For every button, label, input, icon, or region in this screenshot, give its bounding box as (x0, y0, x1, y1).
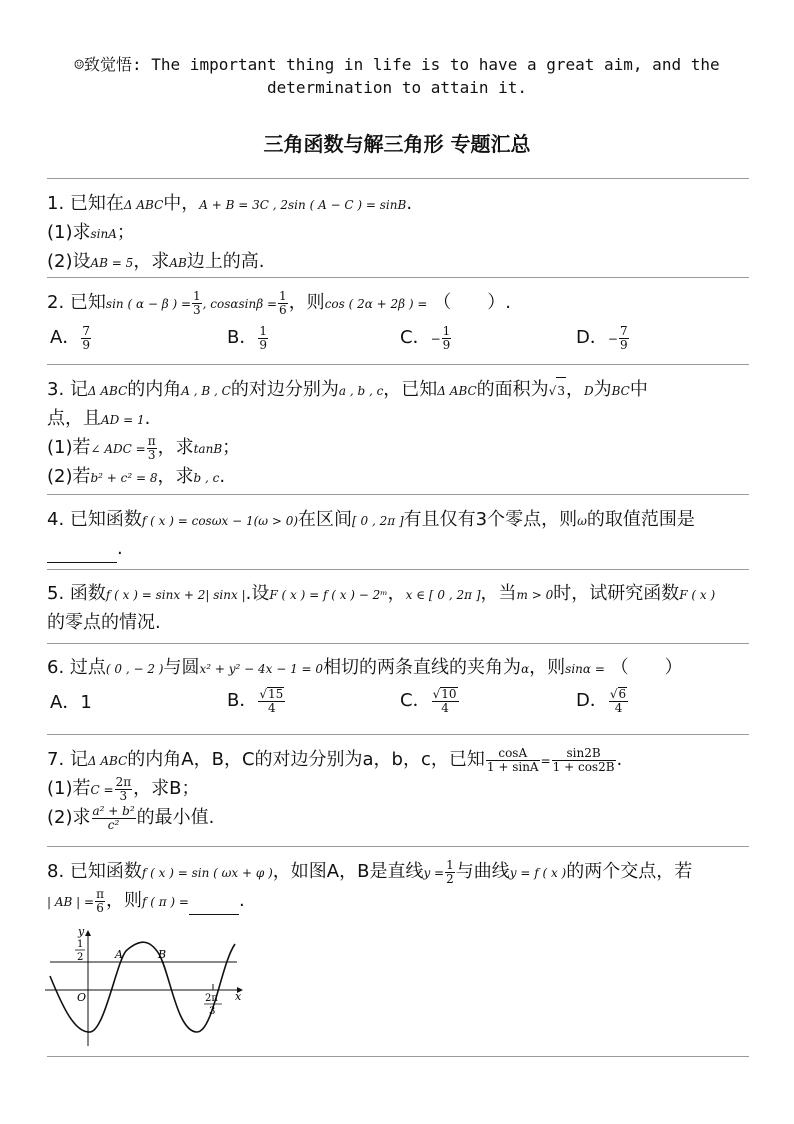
q6-option-c: C． $\frac{√10}{4}$ (400, 687, 457, 715)
motto (40, 53, 754, 99)
sine-graph (45, 928, 245, 1048)
divider (47, 846, 749, 847)
q5-line-2: 的零点的情况. (47, 612, 161, 633)
q4-line-2: . (47, 535, 755, 563)
q6-option-a: A．1 (50, 692, 92, 713)
q2-option-d: D．− $\frac{7}{9}$ (576, 323, 628, 352)
q2-option-b: B． $\frac{1}{9}$ (227, 323, 267, 352)
question-4 (47, 506, 755, 563)
q7-line-3: (2)求 $\frac{\text{a² + b²}}{\text{c²}}$ 的最小值. (47, 803, 215, 832)
question-3 (47, 376, 755, 492)
ytick-den: 2 (77, 952, 84, 963)
divider (47, 643, 749, 644)
q8-line-1: 8. 已知函数f ( x ) = sin ( ωx + φ )，如图A，B是直线y = $\frac{1}{2}$ 与曲线y = f ( x )的两个交点，若 (47, 857, 693, 886)
question-7 (47, 746, 755, 832)
divider (47, 1056, 749, 1057)
question-5 (47, 580, 755, 636)
q1-line-1: 1. 已知在Δ ABC中，A + B = 3C , 2sin ( A − C ) = sinB. (47, 193, 413, 214)
divider (47, 364, 749, 365)
motto-line-1: ☺致觉悟: The important thing in life is to have a great aim, and the (74, 55, 720, 74)
question-8 (47, 858, 755, 916)
q5-line-1: 5. 函数f ( x ) = sinx + 2| sinx |.设F ( x ) = f ( x ) − 2ᵐ，x ∈ [ 0 , 2π ]，当m > 0时，试研究函数F ( x ) (47, 583, 716, 604)
question-6: 6. 过点( 0 , − 2 )与圆x² + y² − 4x − 1 = 0相切的两条直线的夹角为α，则sinα = （ ） (47, 657, 683, 678)
point-a-label: A (115, 948, 123, 961)
divider (47, 277, 749, 278)
q1-line-2: (1)求sinA； (47, 222, 135, 243)
q2-option-c: C．− $\frac{1}{9}$ (400, 323, 451, 352)
divider (47, 734, 749, 735)
q4-line-1: 4. 已知函数f ( x ) = cosωx − 1(ω > 0)在区间[ 0 , 2π ]有且仅有3个零点，则ω的取值范围是 (47, 509, 695, 530)
q7-line-2: (1)若C = $\frac{2\pi}{3}$ ，求B； (47, 774, 200, 803)
y-label: y (78, 928, 85, 938)
question-1 (47, 190, 755, 277)
divider (47, 569, 749, 570)
x-label: x (235, 990, 242, 1003)
divider (47, 494, 749, 495)
q2-option-a: A． $\frac{7}{9}$ (50, 323, 90, 352)
page-title: 三角函数与解三角形 专题汇总 (263, 132, 531, 156)
question-2: 2. 已知sin ( α − β ) = $\frac{1}{3}$ , cosαsinβ = $\frac{1}{6}$ ，则cos ( 2α + 2β ) = （ ）. (47, 288, 511, 317)
q7-line-1: 7. 记Δ ABC的内角A，B，C的对边分别为a，b，c，已知 $\frac{\cos A}{1 + \sin A}$ = $\frac{\sin 2B}{1 + \cos 2B}$ . (47, 745, 623, 774)
divider (47, 178, 749, 179)
motto-line-2: determination to attain it. (266, 78, 528, 97)
y-axis-arrow (85, 930, 91, 936)
q6-options (47, 686, 755, 716)
answer-blank (47, 535, 117, 563)
origin-label: O (77, 991, 87, 1004)
q6-option-b: B． $\frac{√15}{4}$ (227, 687, 284, 715)
q6-option-d: D． $\frac{√6}{4}$ (576, 687, 627, 715)
q1-line-3: (2)设AB = 5，求AB边上的高. (47, 251, 265, 272)
q2-options (47, 323, 755, 353)
q3-line-2: 点，且AD = 1. (47, 408, 151, 429)
answer-blank (189, 887, 239, 915)
xtick-den: 3 (209, 1006, 216, 1017)
q3-line-3: (1)若∠ ADC = $\frac{\pi}{3}$ ，求tanB； (47, 433, 241, 462)
q3-line-4: (2)若b² + c² = 8，求b , c. (47, 466, 226, 487)
ytick-num: 1 (77, 939, 84, 950)
q3-line-1: 3. 记Δ ABC的内角A , B , C的对边分别为a , b , c，已知Δ ABC的面积为√3，D为BC中 (47, 376, 755, 405)
point-b-label: B (158, 948, 167, 961)
xtick-num: 2π (205, 993, 218, 1004)
q8-line-2: | AB | = $\frac{\pi}{6}$ ，则f ( π ) = . (47, 886, 245, 915)
